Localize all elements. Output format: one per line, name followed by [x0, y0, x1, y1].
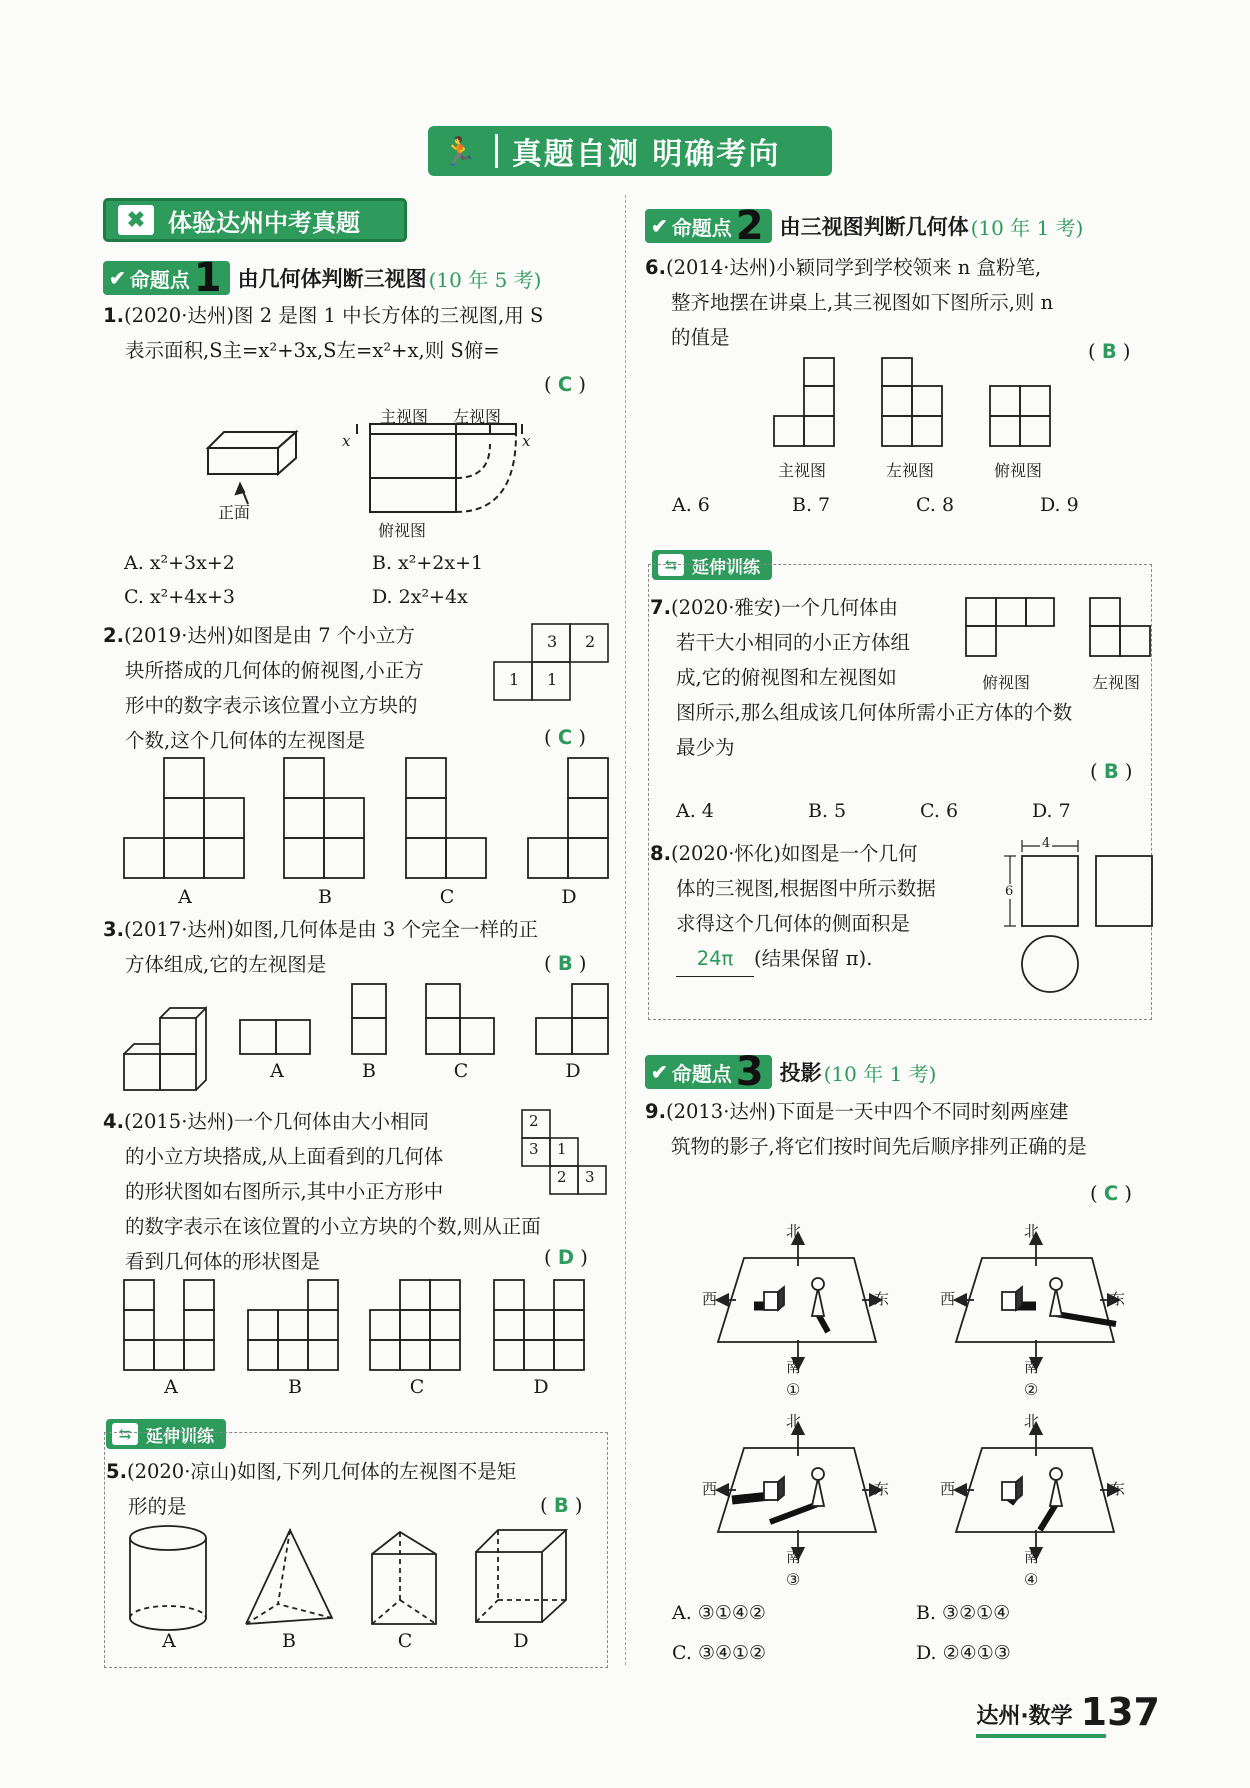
answer-3: ( B ) [544, 952, 587, 975]
topic-count: (10 年 1 考) [970, 215, 1084, 240]
q1-option-d: D. 2x²+4x [372, 586, 468, 608]
topic-3-header [645, 1049, 937, 1095]
q4-options-figure [122, 1278, 612, 1374]
topic-badge: ✔ 命题点 1 [103, 261, 230, 295]
answer-8: 24π [696, 947, 734, 970]
q6-option-d: D. 9 [1040, 494, 1079, 516]
tower [1050, 1288, 1062, 1316]
q7-option-c: C. 6 [920, 800, 959, 822]
extension-tag-2: ⇆ 延伸训练 [652, 550, 772, 580]
block-building-side [1016, 1477, 1022, 1500]
page: 🏃 真题自测 明确考向 ✖ 体验达州中考真题 ✔ 命题点 1 由几何体判断三视图 (10 年 5 考) 1.(2020·达州)图 2 是图 1 中长方体的三视图,用 S 表示面积,S主=x²+3x,S左=x²+x,则 S俯= ( C ) 正面 主视图 左视图 俯视图 x x A. x²+3x+2 B. x²+2x+1 C. x²+4x+3 D. 2x²+4x 2.(2019·达州)如图是由 7 个小立方 块所搭成的几何体的俯视图,小正方 形中的数字表示该位置小立方块的 个数,这个几何体的左视图是 ( C ) 3 2 1 1 A B C D 3.(2017·达州)如图,几何体是由 3 个完全一样的正 方体组成,它的左视图是 ( B ) A B C D 4.(2015·达州)一个几何体由大小相同 的小立方块搭成,从上面看到的几何体 的形状图如右图所示,其中小正方形中 的数字表示在该位置的小立方块的个数,则从正面 看到几何体的形状图是 ( D ) 2 3 1 2 3 A B C D ⇆ 延伸训练 5.(2020·凉山)如图,下列几何体的左视图不是矩 形的是 ( B ) A B C D ✔ 命题点 2 由三视图判断几何体 (10 年 1 考) 6.(2014·达州)小颖同学到学校领来 n 盒粉笔, 整齐地摆在讲桌上,其三视图如下图所示,则 n 的值是 ( B ) 主视图 左视图 俯视图 A. 6 B. 7 C. 8 D. 9 ⇆ 延伸训练 7.(2020·雅安)一个几何体由 若干大小相同的小正方体组 成,它的俯视图和左视图如 图所示,那么组成该几何体所需小正方体的个数 最少为 ( B ) 俯视图 左视图 A. 4 B. 5 C. 6 D. 7 8.(2020·怀化)如图是一个几何 体的三视图,根据图中所示数据 求得这个几何体的侧面积是 24π (结果保留 π). 4 6 ✔ 命题点 3 投影 (10 年 1 考) 9.(2013·达州)下面是一天中四个不同时刻两座建 筑物的影子,将它们按时间先后顺序排列正确的是 ( C ) 北 南 西 东 ① 北 南 西 东 ② 北 南 西 东 ③ 北 南 西 东 ④ A. ③①④② B. ③②①④ C. ③④①② D. ②④①③ 达州·数学 137 [0, 0, 1250, 1788]
ground-plane [956, 1448, 1114, 1532]
tower [812, 1478, 824, 1506]
q2-options-figure [122, 756, 612, 880]
q9-option-b: B. ③②①④ [916, 1602, 1011, 1624]
q3-label-d: D [565, 1060, 581, 1082]
block-building-side [1016, 1287, 1022, 1310]
block-building [764, 1292, 778, 1310]
block-building [764, 1482, 778, 1500]
topic-title: 由几何体判断三视图 [237, 266, 427, 291]
q5-label-d: D [513, 1630, 529, 1652]
banner-title: 真题自测 明确考向 [511, 137, 781, 172]
question-1: 1.(2020·达州)图 2 是图 1 中长方体的三视图,用 S 表示面积,S主=x²+3x,S左=x²+x,则 S俯= [103, 304, 544, 362]
question-7: 7.(2020·雅安)一个几何体由 若干大小相同的小正方体组 成,它的俯视图和左视图如 图所示,那么组成该几何体所需小正方体的个数 最少为 [650, 596, 1073, 759]
cross-arrows-icon: ✖ [118, 205, 154, 235]
q1-option-b: B. x²+2x+1 [372, 552, 484, 574]
block-building-side [778, 1477, 784, 1500]
check-icon: ✔ [109, 266, 126, 290]
q3-label-a: A [270, 1060, 284, 1082]
answer-2: ( C ) [544, 726, 586, 749]
question-3: 3.(2017·达州)如图,几何体是由 3 个完全一样的正 方体组成,它的左视图是 [103, 918, 539, 976]
tower [812, 1288, 824, 1316]
q2-label-c: C [439, 886, 455, 908]
q7-option-a: A. 4 [676, 800, 714, 822]
swap-arrows-icon: ⇆ [112, 1423, 138, 1445]
q6-option-c: C. 8 [916, 494, 955, 516]
question-9: 9.(2013·达州)下面是一天中四个不同时刻两座建 筑物的影子,将它们按时间先后顺序排列正确的是 [645, 1100, 1087, 1158]
tower-shadow [770, 1504, 818, 1522]
footer-subject: 达州·数学 [976, 1704, 1073, 1729]
q4-label-c: C [409, 1376, 425, 1398]
q7-figure [964, 596, 1154, 660]
q9-figure [700, 1218, 1170, 1598]
q6-option-a: A. 6 [672, 494, 710, 516]
ground-plane [718, 1448, 876, 1532]
question-8: 8.(2020·怀化)如图是一个几何 体的三视图,根据图中所示数据 求得这个几何体的侧面积是 24π (结果保留 π). [650, 836, 1000, 977]
q4-label-b: B [288, 1376, 302, 1398]
ground-plane [718, 1258, 876, 1342]
topic-count: (10 年 5 考) [428, 267, 542, 292]
extension-tag-1: ⇆ 延伸训练 [106, 1419, 226, 1449]
q6-figure [772, 356, 1056, 450]
q9-option-a: A. ③①④② [672, 1602, 766, 1624]
check-icon: ✔ [651, 214, 668, 238]
topic-title: 由三视图判断几何体 [779, 214, 969, 239]
q6-option-b: B. 7 [792, 494, 831, 516]
topic-title: 投影 [779, 1060, 822, 1085]
answer-4: ( D ) [544, 1246, 588, 1269]
page-banner [428, 126, 832, 176]
tower-top [1050, 1278, 1062, 1290]
q7-option-d: D. 7 [1032, 800, 1071, 822]
answer-1: ( C ) [544, 373, 586, 396]
tower-top [812, 1278, 824, 1290]
q5-figure [126, 1524, 606, 1634]
q7-option-b: B. 5 [808, 800, 847, 822]
topic-count: (10 年 1 考) [823, 1061, 937, 1086]
q4-label-a: A [164, 1376, 178, 1398]
tower-top [1050, 1468, 1062, 1480]
question-6: 6.(2014·达州)小颖同学到学校领来 n 盒粉笔, 整齐地摆在讲桌上,其三视图如下图所示,则 n 的值是 [645, 256, 1054, 349]
answer-9: ( C ) [1090, 1182, 1132, 1205]
ground-plane [956, 1258, 1114, 1342]
tower [1050, 1478, 1062, 1506]
question-5: 5.(2020·凉山)如图,下列几何体的左视图不是矩 形的是 [106, 1460, 517, 1518]
check-icon: ✔ [651, 1060, 668, 1084]
block-building-side [778, 1287, 784, 1310]
answer-5: ( B ) [540, 1494, 583, 1517]
topic-badge: ✔ 命题点 3 [645, 1055, 772, 1089]
q2-label-a: A [178, 886, 192, 908]
page-footer [976, 1690, 1160, 1734]
q2-label-d: D [561, 886, 577, 908]
block-building [1002, 1482, 1016, 1500]
q9-option-c: C. ③④①② [672, 1642, 767, 1664]
block-building [1002, 1292, 1016, 1310]
q9-option-d: D. ②④①③ [916, 1642, 1011, 1664]
q2-label-b: B [318, 886, 332, 908]
q1-option-c: C. x²+4x+3 [124, 586, 236, 608]
topic-1-header [103, 255, 542, 301]
column-divider [625, 195, 626, 1665]
answer-7: ( B ) [1090, 760, 1133, 783]
topic-badge: ✔ 命题点 2 [645, 209, 772, 243]
section-tag [103, 198, 407, 242]
q5-label-c: C [397, 1630, 413, 1652]
question-2: 2.(2019·达州)如图是由 7 个小立方 块所搭成的几何体的俯视图,小正方 形中的数字表示该位置小立方块的 个数,这个几何体的左视图是 [103, 624, 424, 752]
q1-option-a: A. x²+3x+2 [124, 552, 235, 574]
answer-6: ( B ) [1088, 340, 1131, 363]
q5-label-a: A [162, 1630, 176, 1652]
q5-label-b: B [282, 1630, 296, 1652]
topic-2-header [645, 203, 1084, 249]
runner-icon: 🏃 [442, 134, 479, 168]
q8-figure [1004, 838, 1160, 998]
swap-arrows-icon: ⇆ [658, 554, 684, 576]
q4-label-d: D [533, 1376, 549, 1398]
tower-shadow [1040, 1504, 1056, 1530]
section-title: 体验达州中考真题 [168, 207, 360, 237]
question-4: 4.(2015·达州)一个几何体由大小相同 的小立方块搭成,从上面看到的几何体 的形状图如右图所示,其中小正方形中 的数字表示在该位置的小立方块的个数,则从正面 看到几何体的形状图是 [103, 1110, 541, 1273]
tower-top [812, 1468, 824, 1480]
q3-label-b: B [362, 1060, 376, 1082]
page-number: 137 [1080, 1690, 1160, 1734]
q3-label-c: C [453, 1060, 469, 1082]
